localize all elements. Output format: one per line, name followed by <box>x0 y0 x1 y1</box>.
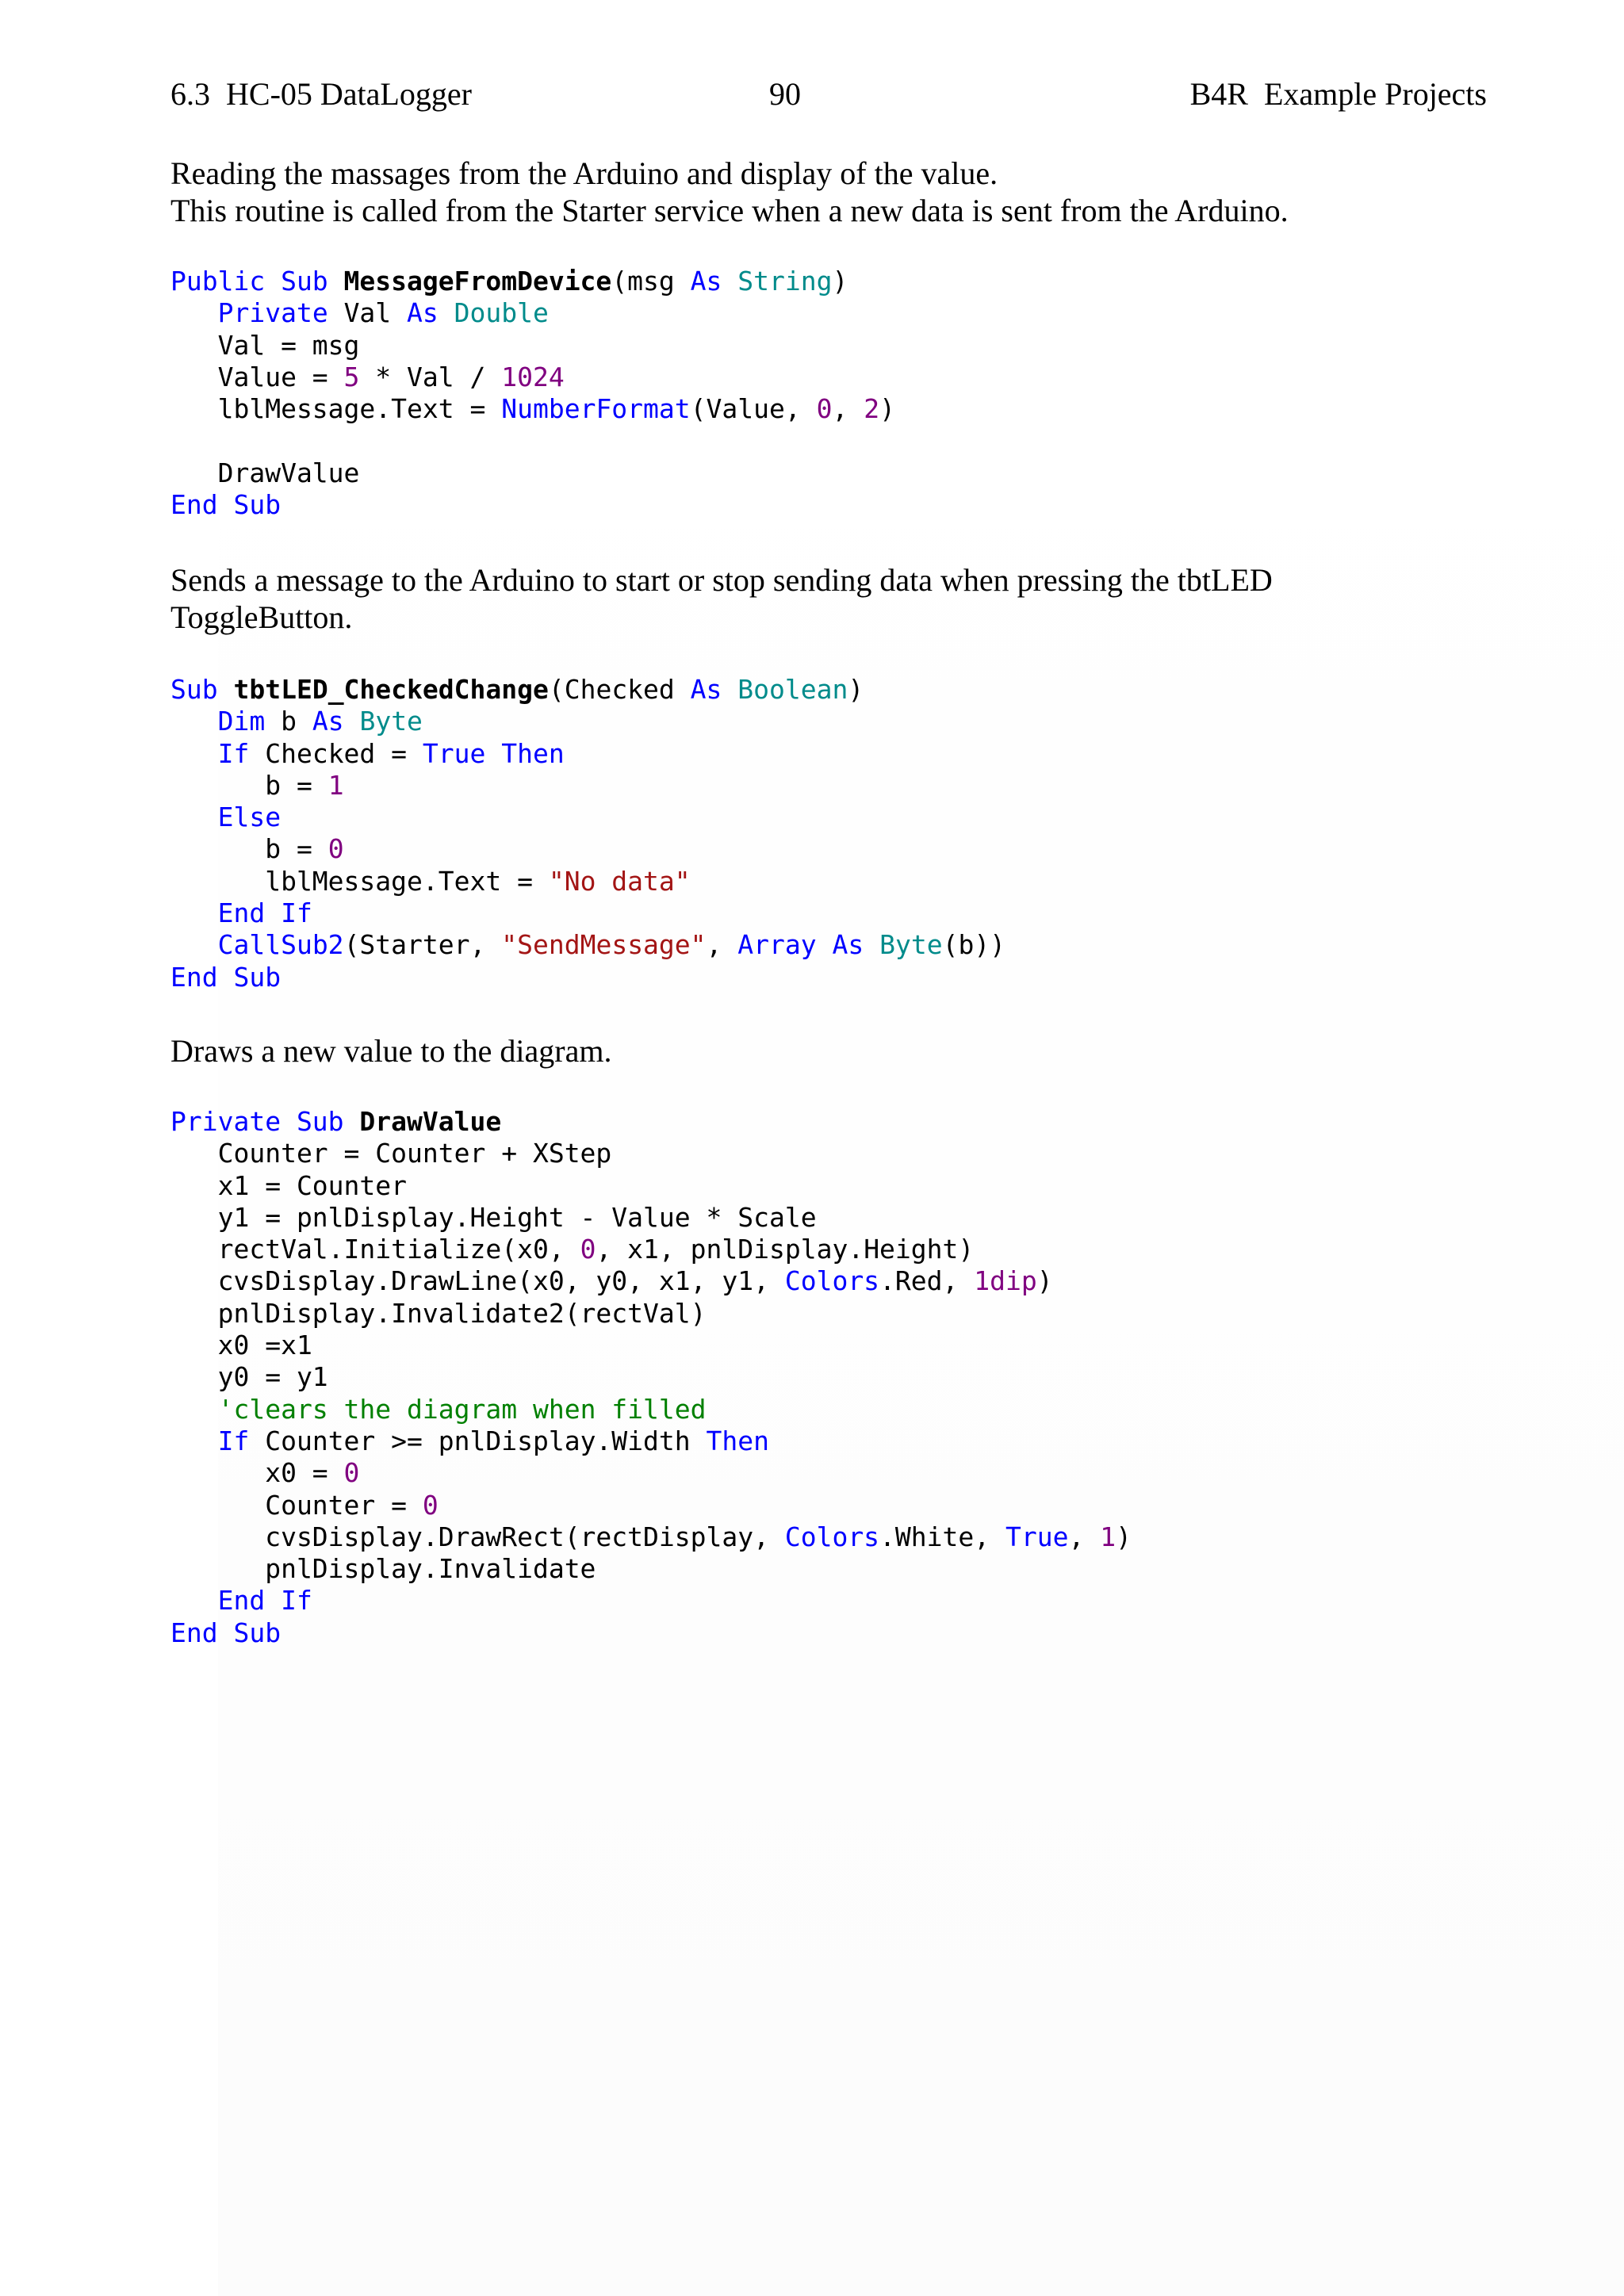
code-token: End If <box>217 897 312 929</box>
code-token: If <box>217 1425 266 1456</box>
code-line <box>170 362 895 393</box>
code-token: Double <box>454 297 549 329</box>
code-token: End Sub <box>170 489 282 521</box>
code-token: * Val / <box>359 361 502 392</box>
code-token: , <box>832 393 864 425</box>
code-block-message-from-device <box>170 266 895 521</box>
code-token: .White, <box>879 1521 1006 1552</box>
code-block-draw-value <box>170 1106 1132 1649</box>
code-line <box>170 1265 1132 1297</box>
code-token <box>170 929 218 960</box>
code-line <box>170 457 895 489</box>
page-number: 90 <box>769 76 801 112</box>
code-token: Then <box>706 1425 769 1456</box>
code-line <box>170 897 1005 929</box>
code-token: tbtLED_CheckedChange <box>233 674 549 705</box>
code-line <box>170 1170 1132 1202</box>
code-token: 0 <box>343 1457 360 1489</box>
code-token: 2 <box>864 393 880 425</box>
code-token: Val <box>343 297 408 329</box>
code-line <box>170 1138 1132 1169</box>
code-token: 0 <box>580 1234 596 1265</box>
code-token: cvsDisplay.DrawRect(rectDisplay, <box>170 1521 785 1552</box>
code-line <box>170 738 1005 770</box>
intro-2-line-2: ToggleButton. <box>170 599 353 635</box>
code-token: x0 =x1 <box>170 1330 312 1361</box>
code-token: (Checked <box>548 674 691 705</box>
code-token: DrawValue <box>359 1106 502 1137</box>
code-token: Byte <box>879 929 943 961</box>
code-token <box>170 1394 218 1425</box>
code-line <box>170 1394 1132 1425</box>
code-line <box>170 674 1005 706</box>
code-token: Private <box>217 297 344 329</box>
code-token: As <box>690 674 738 705</box>
code-token: Boolean <box>737 674 848 705</box>
code-token: lblMessage.Text = <box>170 865 549 897</box>
code-token <box>170 738 218 769</box>
code-token: , <box>1068 1521 1101 1552</box>
code-token: End Sub <box>170 961 282 993</box>
code-line <box>170 1521 1132 1553</box>
intro-1-line-1: Reading the massages from the Arduino and display of the value. <box>170 155 998 191</box>
code-block-checked-change <box>170 674 1005 993</box>
code-token: ) <box>879 393 895 425</box>
code-token: x0 = <box>170 1457 344 1489</box>
intro-paragraph-2 <box>170 561 1487 636</box>
code-token: b = <box>170 769 328 801</box>
code-token: 1 <box>327 769 344 801</box>
code-line <box>170 1298 1132 1330</box>
code-line <box>170 962 1005 993</box>
code-token: (b)) <box>942 929 1006 961</box>
code-token: Counter = <box>170 1489 423 1521</box>
code-token: 5 <box>343 361 360 392</box>
code-line <box>170 1617 1132 1649</box>
code-line <box>170 1553 1132 1585</box>
code-token: "SendMessage" <box>501 929 707 961</box>
code-token: Counter >= pnlDisplay.Width <box>265 1425 707 1456</box>
code-line <box>170 1585 1132 1617</box>
code-token: 'clears the diagram when filled <box>217 1393 707 1425</box>
code-token: True Then <box>422 737 565 769</box>
code-token: (Starter, <box>343 929 502 961</box>
code-token: , <box>706 929 738 961</box>
code-token: (msg <box>611 266 691 297</box>
code-token: b <box>281 706 312 737</box>
section-title: 6.3 HC-05 DataLogger <box>170 76 472 112</box>
code-token: Counter = Counter + XStep <box>170 1138 612 1169</box>
code-token: Colors <box>784 1265 880 1297</box>
code-token: b = <box>170 833 328 865</box>
code-token: , x1, pnlDisplay.Height) <box>596 1234 975 1265</box>
code-token <box>170 1425 218 1456</box>
code-token: End Sub <box>170 1617 282 1648</box>
code-line <box>170 1361 1132 1393</box>
code-line <box>170 1457 1132 1489</box>
code-token: (Value, <box>690 393 817 425</box>
code-line <box>170 706 1005 737</box>
code-line <box>170 866 1005 897</box>
code-token: End If <box>217 1585 312 1617</box>
code-token: NumberFormat <box>501 393 691 425</box>
code-token: pnlDisplay.Invalidate2(rectVal) <box>170 1297 707 1329</box>
code-token: Checked = <box>265 737 423 769</box>
code-token <box>170 802 218 832</box>
code-token: ) <box>1116 1521 1132 1552</box>
code-line <box>170 929 1005 961</box>
code-line <box>170 1490 1132 1521</box>
code-token: 0 <box>327 833 344 865</box>
code-token: Else <box>217 802 282 833</box>
code-token: "No data" <box>548 865 691 897</box>
code-token: Sub <box>170 674 234 705</box>
code-token: cvsDisplay.DrawLine(x0, y0, x1, y1, <box>170 1265 785 1297</box>
code-token: As <box>690 266 738 297</box>
code-token: Private Sub <box>170 1106 360 1137</box>
code-token: ) <box>848 674 864 705</box>
intro-paragraph-1 <box>170 155 1487 229</box>
code-token: As <box>312 706 360 737</box>
code-token: Byte <box>359 706 423 737</box>
code-line <box>170 1234 1132 1265</box>
code-token: Array As <box>737 929 880 961</box>
code-token: True <box>1005 1521 1069 1552</box>
code-line <box>170 1106 1132 1138</box>
code-line <box>170 802 1005 833</box>
code-token: 1024 <box>501 361 565 392</box>
code-token: 1 <box>1100 1521 1116 1552</box>
code-line <box>170 833 1005 865</box>
code-token: As <box>407 297 454 329</box>
code-token: .Red, <box>879 1265 975 1297</box>
code-line <box>170 330 895 362</box>
code-token: x1 = Counter <box>170 1169 408 1201</box>
code-token: MessageFromDevice <box>343 266 612 297</box>
code-token: 0 <box>422 1489 439 1521</box>
code-line <box>170 393 895 425</box>
code-token: lblMessage.Text = <box>170 393 502 425</box>
intro-3-line-1: Draws a new value to the diagram. <box>170 1033 612 1069</box>
code-line <box>170 1425 1132 1457</box>
code-token: y0 = y1 <box>170 1361 328 1393</box>
code-token: CallSub2 <box>217 929 344 961</box>
code-token: Val = msg <box>170 329 360 361</box>
code-token: y1 = pnlDisplay.Height - Value * Scale <box>170 1201 817 1233</box>
code-line <box>170 297 895 329</box>
code-token: pnlDisplay.Invalidate <box>170 1553 596 1585</box>
page-header <box>170 75 1487 123</box>
code-token: rectVal.Initialize(x0, <box>170 1234 580 1265</box>
code-token: If <box>217 737 266 769</box>
code-token <box>170 297 218 328</box>
code-line <box>170 1202 1132 1234</box>
code-token: Public Sub <box>170 266 344 297</box>
code-token <box>170 897 218 928</box>
code-line <box>170 266 895 297</box>
code-token: DrawValue <box>170 457 360 488</box>
code-line <box>170 425 895 457</box>
code-line <box>170 489 895 521</box>
code-token: Colors <box>784 1521 880 1552</box>
code-token: ) <box>1036 1265 1053 1297</box>
intro-2-line-1: Sends a message to the Arduino to start or stop sending data when pressing the tbtLED <box>170 562 1273 598</box>
code-line <box>170 1330 1132 1361</box>
code-token: String <box>737 266 833 297</box>
code-token <box>170 1585 218 1616</box>
code-token: 1dip <box>974 1265 1037 1297</box>
code-line <box>170 770 1005 802</box>
intro-paragraph-3 <box>170 1032 1487 1070</box>
code-token: ) <box>832 266 848 297</box>
code-token: Dim <box>217 706 282 737</box>
code-token: Value = <box>170 361 344 392</box>
code-token <box>170 706 218 737</box>
book-title: B4R Example Projects <box>1189 76 1487 112</box>
intro-1-line-2: This routine is called from the Starter service when a new data is sent from the Arduino. <box>170 193 1289 228</box>
code-token: 0 <box>816 393 833 425</box>
